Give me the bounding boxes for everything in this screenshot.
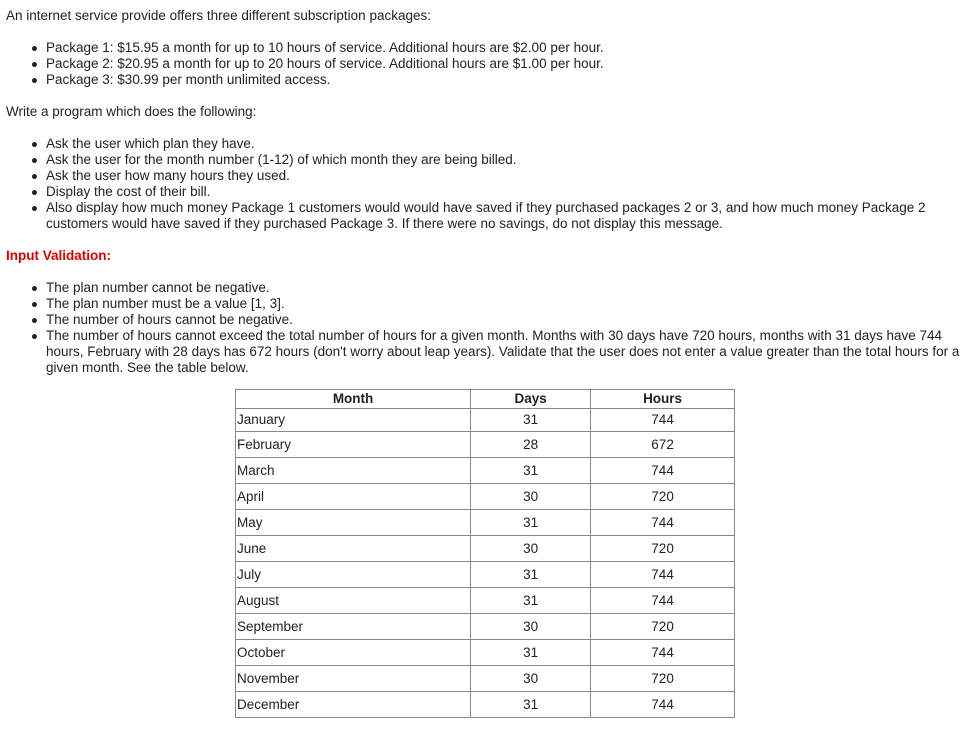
list-item: Ask the user for the month number (1-12) of which month they are being billed. <box>46 152 970 168</box>
hours-cell: 744 <box>591 409 735 432</box>
table-row <box>236 614 735 640</box>
list-item: The number of hours cannot exceed the total number of hours for a given month. Months with 30 days have 720 hours, months with 31 days have 744 hours, February with 28 days has 672 hours (don't worry about leap years). Validate that the user does not enter a value greater than the total hours for a given month. See the table below. <box>46 328 970 376</box>
list-item: Ask the user which plan they have. <box>46 136 970 152</box>
month-cell: October <box>236 640 471 666</box>
days-cell: 30 <box>471 536 591 562</box>
days-cell: 31 <box>471 640 591 666</box>
hours-cell: 720 <box>591 484 735 510</box>
hours-cell: 720 <box>591 536 735 562</box>
months-table <box>235 389 735 718</box>
table-row <box>236 484 735 510</box>
program-intro-paragraph: Write a program which does the following: <box>6 104 257 119</box>
validation-list <box>6 280 970 376</box>
days-cell: 31 <box>471 562 591 588</box>
table-row <box>236 510 735 536</box>
month-cell: November <box>236 666 471 692</box>
hours-cell: 672 <box>591 432 735 458</box>
table-row <box>236 588 735 614</box>
month-cell: December <box>236 692 471 718</box>
list-item: Package 1: $15.95 a month for up to 10 hours of service. Additional hours are $2.00 per hour. <box>46 40 970 56</box>
table-row <box>236 432 735 458</box>
table-row <box>236 562 735 588</box>
list-item: The number of hours cannot be negative. <box>46 312 970 328</box>
hours-cell: 720 <box>591 614 735 640</box>
table-row <box>236 458 735 484</box>
table-header-row <box>236 390 735 409</box>
month-cell: June <box>236 536 471 562</box>
list-item: Package 3: $30.99 per month unlimited access. <box>46 72 970 88</box>
month-cell: March <box>236 458 471 484</box>
month-cell: July <box>236 562 471 588</box>
list-item: The plan number cannot be negative. <box>46 280 970 296</box>
list-item: Package 2: $20.95 a month for up to 20 hours of service. Additional hours are $1.00 per hour. <box>46 56 970 72</box>
days-cell: 31 <box>471 458 591 484</box>
month-column-header: Month <box>236 390 471 409</box>
days-cell: 30 <box>471 614 591 640</box>
hours-cell: 744 <box>591 588 735 614</box>
assignment-document <box>6 8 970 384</box>
task-list <box>6 136 970 232</box>
days-column-header: Days <box>471 390 591 409</box>
table-row <box>236 409 735 432</box>
table-row <box>236 692 735 718</box>
month-cell: August <box>236 588 471 614</box>
hours-cell: 720 <box>591 666 735 692</box>
hours-column-header: Hours <box>591 390 735 409</box>
table-row <box>236 536 735 562</box>
list-item: Also display how much money Package 1 customers would would have saved if they purchased packages 2 or 3, and how much money Package 2 customers would have saved if they purchased Package 3. If there were no savings, do not display this message. <box>46 200 970 232</box>
list-item: Display the cost of their bill. <box>46 184 970 200</box>
hours-cell: 744 <box>591 640 735 666</box>
hours-cell: 744 <box>591 458 735 484</box>
month-cell: May <box>236 510 471 536</box>
month-cell: September <box>236 614 471 640</box>
days-cell: 31 <box>471 510 591 536</box>
days-cell: 31 <box>471 692 591 718</box>
table-row <box>236 640 735 666</box>
days-cell: 30 <box>471 666 591 692</box>
input-validation-heading: Input Validation: <box>6 248 111 263</box>
hours-cell: 744 <box>591 510 735 536</box>
month-cell: February <box>236 432 471 458</box>
list-item: Ask the user how many hours they used. <box>46 168 970 184</box>
days-cell: 28 <box>471 432 591 458</box>
table-row <box>236 666 735 692</box>
days-cell: 31 <box>471 588 591 614</box>
days-cell: 30 <box>471 484 591 510</box>
days-cell: 31 <box>471 409 591 432</box>
hours-cell: 744 <box>591 692 735 718</box>
intro-paragraph: An internet service provide offers three different subscription packages: <box>6 8 431 23</box>
package-list <box>6 40 970 88</box>
hours-cell: 744 <box>591 562 735 588</box>
month-cell: January <box>236 409 471 432</box>
month-cell: April <box>236 484 471 510</box>
list-item: The plan number must be a value [1, 3]. <box>46 296 970 312</box>
